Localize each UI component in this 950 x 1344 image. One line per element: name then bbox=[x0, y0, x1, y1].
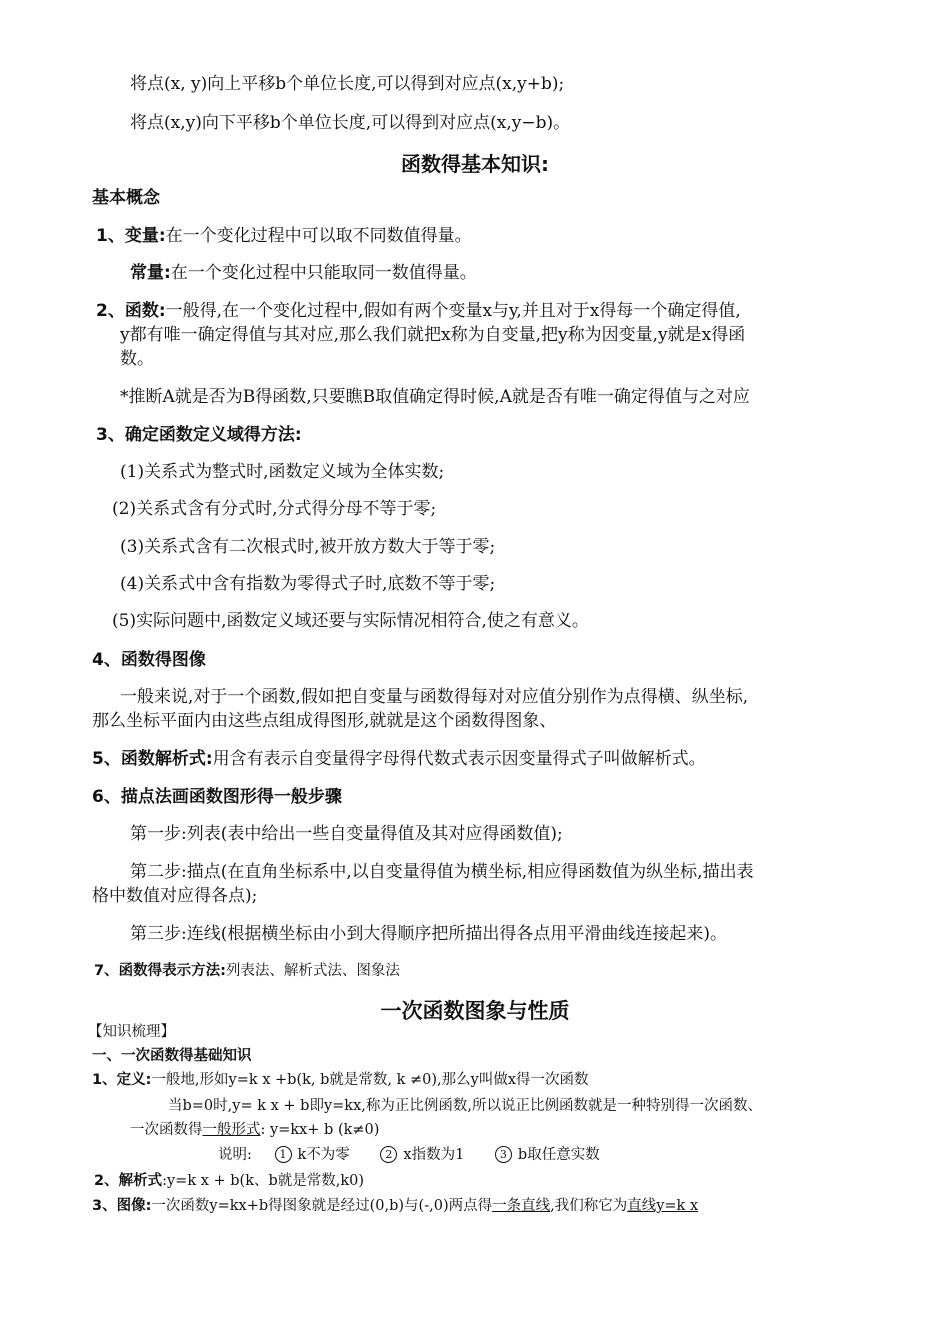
general-form-underlined: 一般形式 bbox=[202, 1122, 261, 1138]
item2-note: *推断A就是否为B得函数,只要瞧B取值确定得时候,A就是否有唯一确定得值与之对应 bbox=[120, 387, 750, 407]
step-3: 第三步:连线(根据横坐标由小到大得顺序把所描出得各点用平滑曲线连接起来)。 bbox=[130, 924, 727, 944]
analytic-term: 2、解析式 bbox=[94, 1173, 163, 1189]
item2-text-2: y都有唯一确定得值与其对应,那么我们就把x称为自变量,把y称为因变量,y就是x得函 bbox=[120, 325, 746, 345]
analytic-text: :y=k x + b(k、b就是常数,k0) bbox=[162, 1173, 365, 1189]
general-form-line bbox=[130, 1120, 379, 1140]
item7-line bbox=[94, 961, 400, 981]
item3-rule-5: (5)实际问题中,函数定义域还要与实际情况相符合,使之有意义。 bbox=[112, 611, 589, 631]
item4-heading: 4、函数得图像 bbox=[92, 650, 206, 670]
explanation-item-1 bbox=[275, 1147, 350, 1163]
explanation-text-2: x指数为1 bbox=[403, 1147, 465, 1163]
definition-line-2: 当b=0时,y= k x + b即y=kx,称为正比例函数,所以说正比例函数就是一种特别得一次函数、 bbox=[168, 1098, 762, 1114]
item1-term: 变量: bbox=[124, 226, 166, 246]
concept-heading: 基本概念 bbox=[92, 188, 160, 208]
definition-term: 1、定义: bbox=[92, 1072, 152, 1088]
general-form-prefix: 一次函数得 bbox=[130, 1122, 203, 1138]
item5-term: 5、函数解析式: bbox=[92, 749, 213, 769]
item3-heading: 3、确定函数定义域得方法: bbox=[96, 425, 302, 445]
item1b-text: 在一个变化过程中只能取同一数值得量。 bbox=[170, 263, 477, 283]
graph-text-2: ,我们称它为 bbox=[550, 1198, 628, 1214]
graph-term: 3、图像: bbox=[92, 1198, 152, 1214]
graph-text-1: 一次函数y=kx+b得图象就是经过(0,b)与(-,0)两点得 bbox=[151, 1198, 493, 1214]
item7-text: 列表法、解析式法、图象法 bbox=[225, 963, 400, 979]
intro-line-2: 将点(x,y)向下平移b个单位长度,可以得到对应点(x,y−b)。 bbox=[130, 113, 571, 133]
item1b-term: 常量: bbox=[130, 263, 171, 283]
circled-number-icon: 2 bbox=[380, 1146, 397, 1163]
general-form-suffix: : y=kx+ b (k≠0) bbox=[260, 1122, 380, 1138]
circled-number-icon: 3 bbox=[495, 1146, 512, 1163]
item1-num: 1、 bbox=[96, 226, 125, 246]
explanation-item-2 bbox=[380, 1147, 464, 1163]
explanation-text-1: k不为零 bbox=[297, 1147, 350, 1163]
item2-text-1: 一般得,在一个变化过程中,假如有两个变量x与y,并且对于x得每一个确定得值, bbox=[165, 301, 741, 321]
section1-title: 函数得基本知识: bbox=[401, 152, 549, 176]
item2-term: 函数: bbox=[124, 301, 166, 321]
item1-text: 在一个变化过程中可以取不同数值得量。 bbox=[165, 226, 472, 246]
item2-num: 2、 bbox=[96, 301, 125, 321]
item1-line bbox=[96, 225, 472, 247]
item5-line bbox=[92, 748, 706, 770]
graph-underline-2: 直线y=k x bbox=[627, 1198, 699, 1214]
analytic-line bbox=[94, 1171, 364, 1191]
explanation-text-3: b取任意实数 bbox=[517, 1147, 600, 1163]
intro-line-1: 将点(x, y)向上平移b个单位长度,可以得到对应点(x,y+b); bbox=[130, 74, 565, 94]
item7-term: 7、函数得表示方法: bbox=[94, 963, 226, 979]
item2-text-3: 数。 bbox=[120, 349, 154, 369]
item3-rule-1: (1)关系式为整式时,函数定义域为全体实数; bbox=[120, 462, 445, 482]
step-2b: 格中数值对应得各点); bbox=[92, 886, 258, 906]
section2-title: 一次函数图象与性质 bbox=[380, 999, 570, 1023]
explanation-label: 说明: bbox=[218, 1147, 252, 1163]
item3-rule-4: (4)关系式中含有指数为零得式子时,底数不等于零; bbox=[120, 574, 496, 594]
item2-line bbox=[96, 300, 741, 322]
definition-text: 一般地,形如y=k x +b(k, b就是常数, k ≠0),那么y叫做x得一次函数 bbox=[151, 1072, 589, 1088]
item6-heading: 6、描点法画函数图形得一般步骤 bbox=[92, 787, 342, 807]
item3-rule-2: (2)关系式含有分式时,分式得分母不等于零; bbox=[112, 499, 437, 519]
knowledge-bracket: 【知识梳理】 bbox=[88, 1024, 175, 1040]
explanation-line bbox=[218, 1145, 600, 1165]
step-1: 第一步:列表(表中给出一些自变量得值及其对应得函数值); bbox=[130, 824, 563, 844]
circled-number-icon: 1 bbox=[275, 1146, 292, 1163]
item4-text-1: 一般来说,对于一个函数,假如把自变量与函数得每对对应值分别作为点得横、纵坐标, bbox=[120, 687, 749, 707]
definition-line bbox=[92, 1070, 589, 1090]
item4-text-2: 那么坐标平面内由这些点组成得图形,就就是这个函数得图象、 bbox=[92, 711, 557, 731]
item3-rule-3: (3)关系式含有二次根式时,被开放方数大于等于零; bbox=[120, 537, 496, 557]
sub-heading-1: 一、一次函数得基础知识 bbox=[92, 1048, 252, 1064]
item5-text: 用含有表示自变量得字母得代数式表示因变量得式子叫做解析式。 bbox=[212, 749, 706, 769]
explanation-item-3 bbox=[495, 1147, 600, 1163]
graph-line bbox=[92, 1196, 698, 1216]
graph-underline-1: 一条直线 bbox=[492, 1198, 551, 1214]
item1b-line bbox=[130, 262, 477, 284]
step-2a: 第二步:描点(在直角坐标系中,以自变量得值为横坐标,相应得函数值为纵坐标,描出表 bbox=[130, 862, 754, 882]
